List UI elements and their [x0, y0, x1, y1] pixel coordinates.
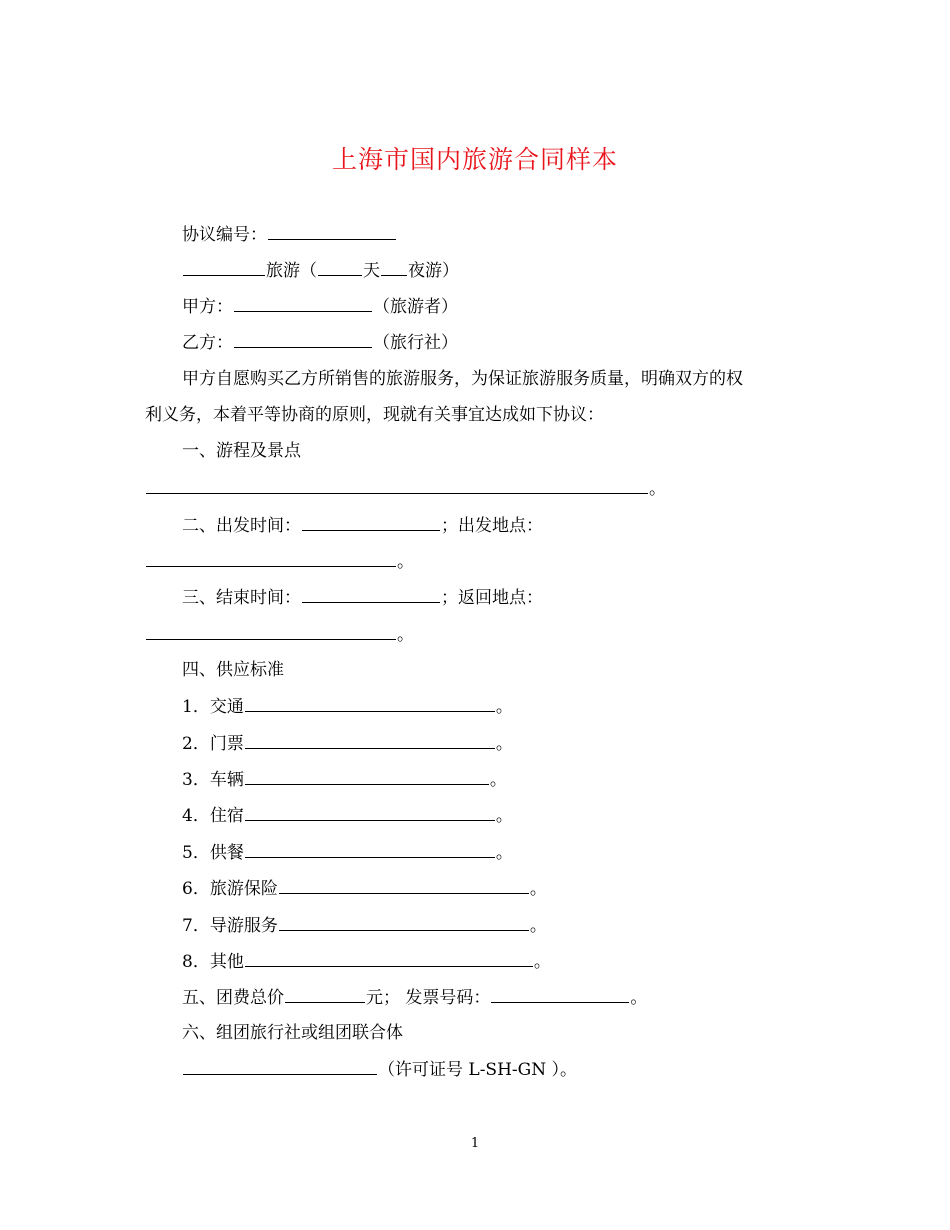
period: 。 [649, 479, 666, 499]
supply-item-vehicle [182, 767, 507, 792]
tour-duration-line [182, 258, 459, 283]
period: 。 [533, 952, 551, 972]
departure-place-label: ；出发地点： [441, 516, 543, 536]
departure-place-line [145, 549, 414, 574]
return-place-line [145, 622, 414, 647]
item-label: 3．车辆 [182, 770, 244, 790]
supply-item-transport [182, 694, 513, 719]
invoice-label: 发票号码： [405, 988, 491, 1008]
supply-item-insurance [182, 876, 547, 901]
period: 。 [495, 697, 513, 717]
days-blank[interactable] [318, 258, 362, 276]
meals-blank[interactable] [245, 840, 495, 858]
intro-paragraph-line-2: 利义务，本着平等协商的原则，现就有关事宜达成如下协议： [145, 405, 604, 425]
party-b-blank[interactable] [234, 330, 372, 348]
tour-name-blank[interactable] [183, 258, 265, 276]
tickets-blank[interactable] [245, 731, 495, 749]
end-time-label: 三、结束时间： [182, 588, 301, 608]
agreement-number-blank[interactable] [268, 222, 396, 240]
section-3-line [182, 585, 543, 610]
period: 。 [495, 734, 513, 754]
period: 。 [529, 879, 547, 899]
insurance-blank[interactable] [279, 876, 529, 894]
supply-item-lodging [182, 803, 513, 828]
return-place-blank[interactable] [146, 622, 396, 640]
section-4-heading: 四、供应标准 [182, 660, 284, 680]
other-blank[interactable] [245, 949, 533, 967]
total-fee-label: 五、团费总价 [182, 988, 284, 1008]
agreement-number-line [182, 222, 397, 247]
section-5-line [182, 985, 647, 1010]
guide-blank[interactable] [279, 913, 529, 931]
period: 。 [397, 625, 414, 645]
period: 。 [489, 770, 507, 790]
item-label: 4．住宿 [182, 806, 244, 826]
night-label: 夜游） [408, 261, 459, 281]
intro-paragraph-line-1: 甲方自愿购买乙方所销售的旅游服务，为保证旅游服务质量，明确双方的权 [182, 369, 743, 389]
period: 。 [630, 988, 648, 1008]
supply-item-tickets [182, 731, 513, 756]
period: 。 [397, 552, 414, 572]
departure-time-label: 二、出发时间： [182, 516, 301, 536]
supply-item-other [182, 949, 551, 974]
item-label: 6．旅游保险 [182, 879, 278, 899]
license-line [182, 1057, 577, 1082]
agency-name-blank[interactable] [183, 1057, 377, 1075]
supply-item-guide [182, 913, 547, 938]
section-1-heading: 一、游程及景点 [182, 441, 301, 461]
item-label: 5．供餐 [182, 843, 244, 863]
page-number: 1 [470, 1136, 480, 1151]
section-6-heading: 六、组团旅行社或组团联合体 [182, 1023, 403, 1043]
invoice-blank[interactable] [491, 985, 629, 1003]
departure-place-blank[interactable] [146, 549, 396, 567]
nights-blank[interactable] [381, 258, 407, 276]
item-label: 7．导游服务 [182, 916, 278, 936]
end-time-blank[interactable] [302, 585, 440, 603]
itinerary-blank[interactable] [146, 476, 648, 494]
period: 。 [495, 843, 513, 863]
supply-item-meals [182, 840, 513, 865]
total-fee-blank[interactable] [285, 985, 365, 1003]
agreement-number-label: 协议编号： [182, 225, 267, 245]
party-b-line [182, 330, 458, 355]
license-number: （许可证号 L-SH-GN ）。 [378, 1060, 578, 1080]
party-a-line [182, 294, 458, 319]
period: 。 [529, 916, 547, 936]
party-a-blank[interactable] [234, 294, 372, 312]
item-label: 2．门票 [182, 734, 244, 754]
transport-blank[interactable] [245, 694, 495, 712]
item-label: 8．其他 [182, 952, 244, 972]
party-b-role: （旅行社） [373, 333, 458, 353]
section-2-line [182, 513, 543, 538]
lodging-blank[interactable] [245, 803, 495, 821]
tour-label: 旅游（ [266, 261, 317, 281]
party-a-label: 甲方： [182, 297, 233, 317]
day-label: 天 [363, 261, 380, 281]
party-a-role: （旅游者） [373, 297, 458, 317]
vehicle-blank[interactable] [245, 767, 489, 785]
departure-time-blank[interactable] [302, 513, 440, 531]
document-title: 上海市国内旅游合同样本 [331, 145, 618, 174]
itinerary-line [145, 476, 666, 501]
yuan-label: 元； [366, 988, 400, 1008]
return-place-label: ；返回地点： [441, 588, 543, 608]
item-label: 1．交通 [182, 697, 244, 717]
period: 。 [495, 806, 513, 826]
party-b-label: 乙方： [182, 333, 233, 353]
